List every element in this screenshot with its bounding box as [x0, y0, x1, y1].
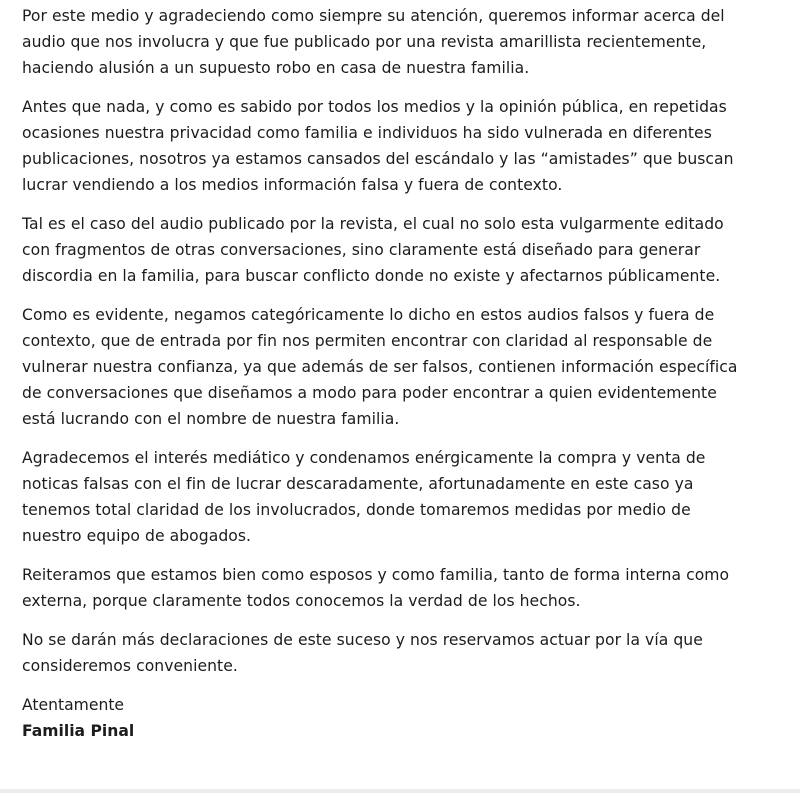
text-line: Antes que nada, y como es sabido por todos los medios y la opinión pública, en repetidas	[22, 98, 727, 116]
text-line: contexto, que de entrada por fin nos permiten encontrar con claridad al responsable de	[22, 332, 713, 350]
letter-closing	[22, 692, 790, 744]
text-line: externa, porque claramente todos conocemos la verdad de los hechos.	[22, 592, 581, 610]
paragraph-4	[22, 302, 790, 432]
text-line: haciendo alusión a un supuesto robo en casa de nuestra familia.	[22, 59, 530, 77]
text-line: tenemos total claridad de los involucrados, donde tomaremos medidas por medio de	[22, 501, 691, 519]
text-line: Tal es el caso del audio publicado por la revista, el cual no solo esta vulgarmente editado	[22, 215, 724, 233]
text-line: noticas falsas con el fin de lucrar descaradamente, afortunadamente en este caso ya	[22, 475, 694, 493]
closing-salutation: Atentamente	[22, 696, 125, 714]
paragraph-5	[22, 445, 790, 549]
paragraph-2	[22, 94, 790, 198]
paragraph-7	[22, 627, 790, 679]
paragraph-1	[22, 3, 790, 81]
text-line: Por este medio y agradeciendo como siempre su atención, queremos informar acerca del	[22, 7, 725, 25]
text-line: Como es evidente, negamos categóricamente lo dicho en estos audios falsos y fuera de	[22, 306, 715, 324]
text-line: consideremos conveniente.	[22, 657, 238, 675]
text-line: ocasiones nuestra privacidad como familia e individuos ha sido vulnerada en diferentes	[22, 124, 712, 142]
text-line: No se darán más declaraciones de este suceso y nos reservamos actuar por la vía que	[22, 631, 703, 649]
signature: Familia Pinal	[22, 722, 135, 740]
text-line: con fragmentos de otras conversaciones, sino claramente está diseñado para generar	[22, 241, 701, 259]
bottom-edge-divider	[0, 789, 800, 793]
text-line: lucrar vendiendo a los medios información falsa y fuera de contexto.	[22, 176, 563, 194]
text-line: vulnerar nuestra confianza, ya que además de ser falsos, contienen información específica	[22, 358, 738, 376]
text-line: está lucrando con el nombre de nuestra familia.	[22, 410, 400, 428]
text-line: de conversaciones que diseñamos a modo para poder encontrar a quien evidentemente	[22, 384, 717, 402]
text-line: nuestro equipo de abogados.	[22, 527, 252, 545]
paragraph-3	[22, 211, 790, 289]
text-line: publicaciones, nosotros ya estamos cansados del escándalo y las “amistades” que buscan	[22, 150, 734, 168]
text-line: discordia en la familia, para buscar conflicto donde no existe y afectarnos públicamente.	[22, 267, 721, 285]
text-line: audio que nos involucra y que fue publicado por una revista amarillista recientemente,	[22, 33, 707, 51]
text-line: Agradecemos el interés mediático y condenamos enérgicamente la compra y venta de	[22, 449, 706, 467]
paragraph-6	[22, 562, 790, 614]
text-line: Reiteramos que estamos bien como esposos y como familia, tanto de forma interna como	[22, 566, 730, 584]
